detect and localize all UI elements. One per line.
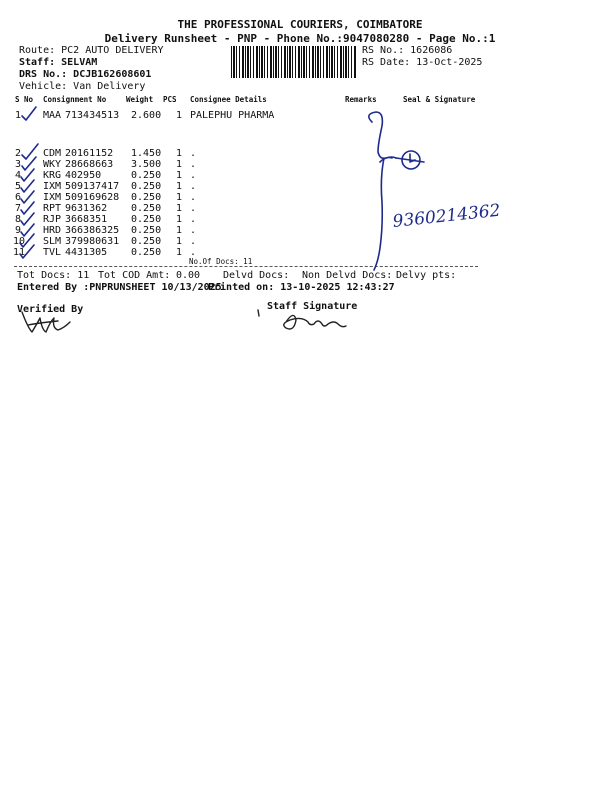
- row-pcs: 1: [176, 170, 183, 181]
- row-dest: TVL: [43, 247, 62, 258]
- row-consignment: 20161152: [65, 148, 114, 159]
- row-weight: 0.250: [131, 247, 162, 258]
- row-dest: MAA: [43, 110, 62, 121]
- row-dest: RJP: [43, 214, 62, 225]
- row-dest: HRD: [43, 225, 62, 236]
- row-dest: CDM: [43, 148, 62, 159]
- row-weight: 0.250: [131, 170, 162, 181]
- row-pcs: 1: [176, 159, 183, 170]
- row-pcs: 1: [176, 247, 183, 258]
- staff-signature-label: Staff Signature: [267, 301, 358, 312]
- row-consignee: .: [190, 181, 197, 192]
- row-pcs: 1: [176, 203, 183, 214]
- row-weight: 0.250: [131, 203, 162, 214]
- row-dest: RPT: [43, 203, 62, 214]
- verified-by: Verified By: [17, 304, 84, 315]
- row-consignee: .: [190, 159, 197, 170]
- non-delvd-docs: Non Delvd Docs:: [302, 270, 393, 281]
- tot-cod-amount: 0.00: [176, 270, 201, 281]
- row-weight: 0.250: [131, 236, 162, 247]
- col-seal: Seal & Signature: [403, 95, 476, 104]
- row-weight: 0.250: [131, 181, 162, 192]
- row-sno: 8: [15, 214, 22, 225]
- doc-subtitle: Delivery Runsheet - PNP - Phone No.:9047080280 - Page No.:1: [104, 32, 496, 45]
- row-pcs: 1: [176, 110, 183, 121]
- row-dest: IXM: [43, 192, 62, 203]
- col-remarks: Remarks: [345, 95, 377, 104]
- row-consignment: 9631362: [65, 203, 108, 214]
- row-weight: 3.500: [131, 159, 162, 170]
- row-consignment: 379980631: [65, 236, 120, 247]
- row-consignee: .: [190, 148, 197, 159]
- row-pcs: 1: [176, 192, 183, 203]
- col-consignee: Consignee Details: [190, 95, 267, 104]
- row-consignee: .: [190, 203, 197, 214]
- col-pcs: PCS: [163, 95, 177, 104]
- row-weight: 0.250: [131, 225, 162, 236]
- row-consignment: 3668351: [65, 214, 108, 225]
- row-pcs: 1: [176, 181, 183, 192]
- remarks-scribble: [369, 112, 424, 270]
- tot-cod-label: Tot COD Amt:: [98, 270, 171, 281]
- row-sno: 6: [15, 192, 22, 203]
- row-pcs: 1: [176, 236, 183, 247]
- row-sno: 4: [15, 170, 22, 181]
- row-sno: 1: [15, 110, 22, 121]
- row-sno: 3: [15, 159, 22, 170]
- row-consignment: 509137417: [65, 181, 120, 192]
- row-dest: KRG: [43, 170, 62, 181]
- row-consignee: .: [190, 236, 197, 247]
- staff-text: Staff: SELVAM: [19, 57, 98, 68]
- col-consignment: Consignment No: [43, 95, 107, 104]
- row-weight: 0.250: [131, 214, 162, 225]
- row-consignment: 713434513: [65, 110, 120, 121]
- row-weight: 1.450: [131, 148, 162, 159]
- row-sno: 10: [13, 236, 26, 247]
- row-consignment: 509169628: [65, 192, 120, 203]
- delvy-pts: Delvy pts:: [396, 270, 457, 281]
- rs-date-text: RS Date: 13-Oct-2025: [362, 57, 483, 68]
- row-consignee: .: [190, 225, 197, 236]
- entered-by: Entered By :PNPRUNSHEET 10/13/2025: [17, 282, 222, 293]
- drs-no-text: DRS No.: DCJB162608601: [19, 69, 152, 80]
- doc-title: THE PROFESSIONAL COURIERS, COIMBATORE: [177, 18, 423, 31]
- no-of-docs: No.Of Docs: 11: [189, 257, 253, 266]
- row-consignment: 366386325: [65, 225, 120, 236]
- printed-on: Printed on: 13-10-2025 12:43:27: [208, 282, 395, 293]
- col-sno: S No: [15, 95, 34, 104]
- row-consignment: 28668663: [65, 159, 114, 170]
- staff-signature: [258, 310, 346, 329]
- row-sno: 9: [15, 225, 22, 236]
- row-consignee: .: [190, 247, 197, 258]
- verifier-signature: [22, 312, 70, 332]
- tot-docs: Tot Docs: 11: [17, 270, 90, 281]
- delvd-docs: Delvd Docs:: [223, 270, 290, 281]
- row-consignee: .: [190, 214, 197, 225]
- row-sno: 7: [15, 203, 22, 214]
- row-weight: 0.250: [131, 192, 162, 203]
- vehicle-text: Vehicle: Van Delivery: [19, 81, 146, 92]
- row-pcs: 1: [176, 225, 183, 236]
- row-dest: WKY: [43, 159, 62, 170]
- row-sno: 5: [15, 181, 22, 192]
- row-consignment: 4431305: [65, 247, 108, 258]
- row-consignment: 402950: [65, 170, 102, 181]
- row-consignee: .: [190, 192, 197, 203]
- row-sno: 2: [15, 148, 22, 159]
- check-marks: [20, 107, 38, 258]
- row-consignee: PALEPHU PHARMA: [190, 110, 275, 121]
- row-consignee: .: [190, 170, 197, 181]
- handwritten-phone: 9360214362: [391, 200, 502, 232]
- rs-no-text: RS No.: 1626086: [362, 45, 453, 56]
- row-pcs: 1: [176, 214, 183, 225]
- row-weight: 2.600: [131, 110, 162, 121]
- row-dest: IXM: [43, 181, 62, 192]
- row-pcs: 1: [176, 148, 183, 159]
- row-dest: SLM: [43, 236, 62, 247]
- col-weight: Weight: [126, 95, 154, 104]
- row-sno: 11: [13, 247, 26, 258]
- route-text: Route: PC2 AUTO DELIVERY: [19, 45, 164, 56]
